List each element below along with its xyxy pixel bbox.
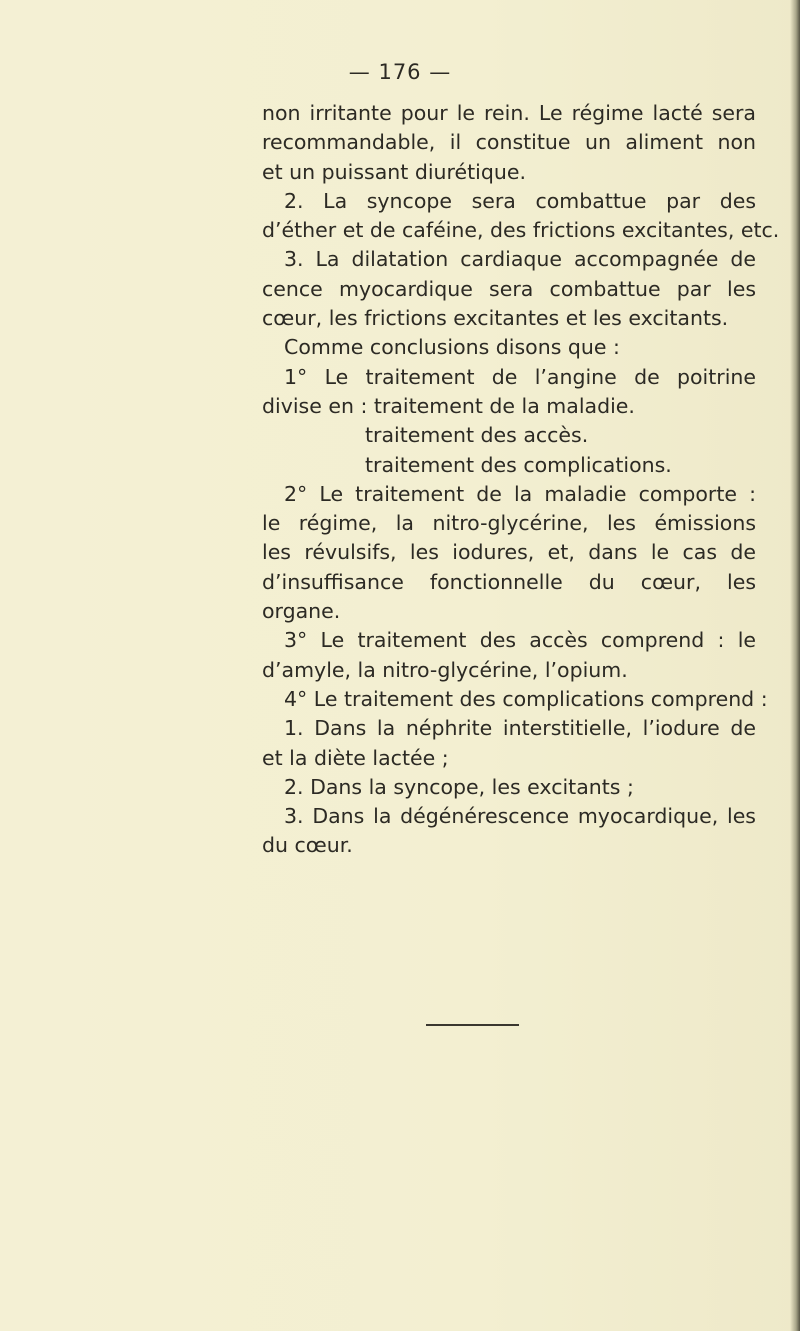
- text-line: traitement des accès.: [365, 423, 589, 448]
- text-line: et la diète lactée ;: [262, 745, 449, 770]
- text-line: organe.: [262, 599, 341, 624]
- text-line: et un puissant diurétique.: [262, 159, 526, 184]
- text-line: divise en : traitement de la maladie.: [262, 393, 635, 418]
- text-line: 3. La dilatation cardiaque accompagnée de: [284, 247, 756, 272]
- body-text: [262, 99, 780, 861]
- text-line: les révulsifs, les iodures, et, dans le cas de: [262, 540, 756, 565]
- text-line: 1. Dans la néphrite interstitielle, l’iodure de: [284, 716, 756, 741]
- text-line: cœur, les frictions excitantes et les excitants.: [262, 306, 729, 331]
- text-line: 3° Le traitement des accès comprend : le: [284, 628, 756, 653]
- text-line: d’éther et de caféine, des frictions excitantes, etc.: [262, 218, 780, 243]
- text-line: recommandable, il constitue un aliment non: [262, 130, 756, 155]
- text-line: 2. Dans la syncope, les excitants ;: [284, 774, 634, 799]
- text-line: 2. La syncope sera combattue par des: [284, 188, 756, 213]
- text-line: d’insuffisance fonctionnelle du cœur, les: [262, 569, 756, 594]
- text-line: cence myocardique sera combattue par les: [262, 276, 756, 301]
- text-line: 4° Le traitement des complications comprend :: [284, 686, 768, 711]
- text-line: 1° Le traitement de l’angine de poitrine: [284, 364, 756, 389]
- text-line: d’amyle, la nitro-glycérine, l’opium.: [262, 657, 628, 682]
- end-rule: [426, 1024, 519, 1026]
- text-line: non irritante pour le rein. Le régime lacté sera: [262, 101, 756, 125]
- text-line: le régime, la nitro-glycérine, les émissions: [262, 511, 756, 536]
- page-number: — 176 —: [348, 60, 452, 84]
- page-edge-shadow: [790, 0, 800, 1331]
- text-line: 2° Le traitement de la maladie comporte :: [284, 481, 756, 506]
- text-line: Comme conclusions disons que :: [284, 335, 620, 360]
- text-line: du cœur.: [262, 833, 353, 858]
- text-line: traitement des complications.: [365, 452, 672, 477]
- text-line: 3. Dans la dégénérescence myocardique, les: [284, 804, 756, 829]
